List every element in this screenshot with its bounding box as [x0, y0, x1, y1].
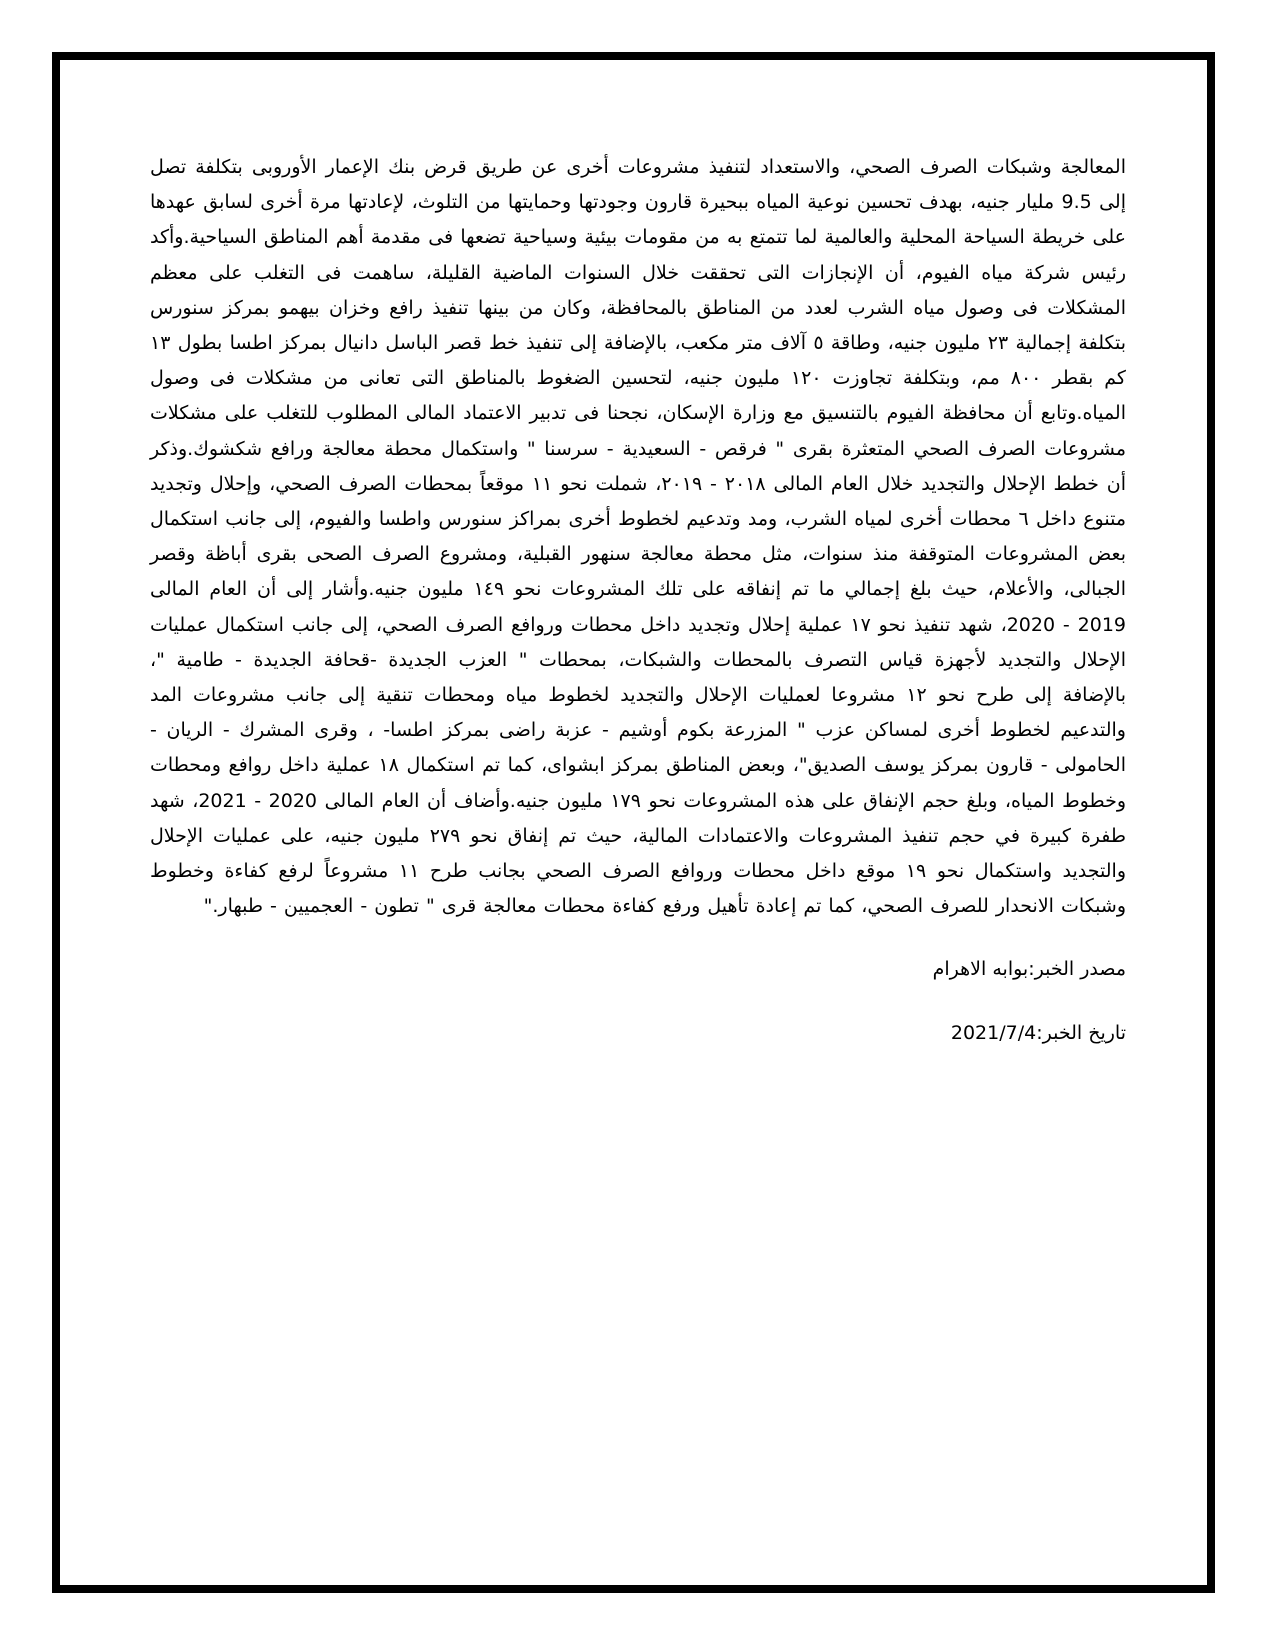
- article-content: [150, 150, 1126, 1048]
- news-date: تاريخ الخبر:2021/7/4: [950, 1022, 1126, 1045]
- article-body: المعالجة وشبكات الصرف الصحي، والاستعداد لتنفيذ مشروعات أخرى عن طريق قرض بنك الإعمار الأوروبى بتكلفة تصل إلى 9.5 مليار جنيه، بهدف تحسين نوعية المياه ببحيرة قارون وجودتها وحمايتها من التلوث، لإعادتها مرة أخرى لسابق عهدها على خريطة السياحة المحلية والعالمية لما تتمتع به من مقومات بيئية وسياحية تضعها فى مقدمة أهم المناطق السياحية.وأكد رئيس شركة مياه الفيوم، أن الإنجازات التى تحققت خلال السنوات الماضية القليلة، ساهمت فى التغلب على معظم المشكلات فى وصول مياه الشرب لعدد من المناطق بالمحافظة، وكان من بينها تنفيذ رافع وخزان بيهمو بمركز سنورس بتكلفة إجمالية ٢٣ مليون جنيه، وطاقة ٥ آلاف متر مكعب، بالإضافة إلى تنفيذ خط قصر الباسل دانيال بمركز اطسا بطول ١٣ كم بقطر ٨٠٠ مم، وبتكلفة تجاوزت ١٢٠ مليون جنيه، لتحسين الضغوط بالمناطق التى تعانى من مشكلات فى وصول المياه.وتابع أن محافظة الفيوم بالتنسيق مع وزارة الإسكان، نجحنا فى تدبير الاعتماد المالى المطلوب للتغلب على مشكلات مشروعات الصرف الصحي المتعثرة بقرى " فرقص - السعيدية - سرسنا " واستكمال محطة معالجة ورافع شكشوك.وذكر أن خطط الإحلال والتجديد خلال العام المالى ٢٠١٨ - ٢٠١٩، شملت نحو ١١ موقعاً بمحطات الصرف الصحي، وإحلال وتجديد متنوع داخل ٦ محطات أخرى لمياه الشرب، ومد وتدعيم لخطوط أخرى بمراكز سنورس واطسا والفيوم، إلى جانب استكمال بعض المشروعات المتوقفة منذ سنوات، مثل محطة معالجة سنهور القبلية، ومشروع الصرف الصحى بقرى أباظة وقصر الجبالى، والأعلام، حيث بلغ إجمالي ما تم إنفاقه على تلك المشروعات نحو ١٤٩ مليون جنيه.وأشار إلى أن العام المالى 2019 - 2020، شهد تنفيذ نحو ١٧ عملية إحلال وتجديد داخل محطات وروافع الصرف الصحي، إلى جانب استكمال عمليات الإحلال والتجديد لأجهزة قياس التصرف بالمحطات والشبكات، بمحطات " العزب الجديدة -قحافة الجديدة - طامية "، بالإضافة إلى طرح نحو ١٢ مشروعا لعمليات الإحلال والتجديد لخطوط مياه ومحطات تنقية إلى جانب مشروعات المد والتدعيم لخطوط أخرى لمساكن عزب " المزرعة بكوم أوشيم - عزبة راضى بمركز اطسا- ، وقرى المشرك - الريان - الحامولى - قارون بمركز يوسف الصديق"، وبعض المناطق بمركز ابشواى، كما تم استكمال ١٨ عملية داخل روافع ومحطات وخطوط المياه، وبلغ حجم الإنفاق على هذه المشروعات نحو ١٧٩ مليون جنيه.وأضاف أن العام المالى 2020 - 2021، شهد طفرة كبيرة في حجم تنفيذ المشروعات والاعتمادات المالية، حيث تم إنفاق نحو ٢٧٩ مليون جنيه، على عمليات الإحلال والتجديد واستكمال نحو ١٩ موقع داخل محطات وروافع الصرف الصحي بجانب طرح ١١ مشروعاً لرفع كفاءة وخطوط وشبكات الانحدار للصرف الصحي، كما تم إعادة تأهيل ورفع كفاءة محطات معالجة قرى " تطون - العجميين - طبهار.": [150, 156, 1127, 918]
- news-source: مصدر الخبر:بوابه الاهرام: [932, 958, 1126, 981]
